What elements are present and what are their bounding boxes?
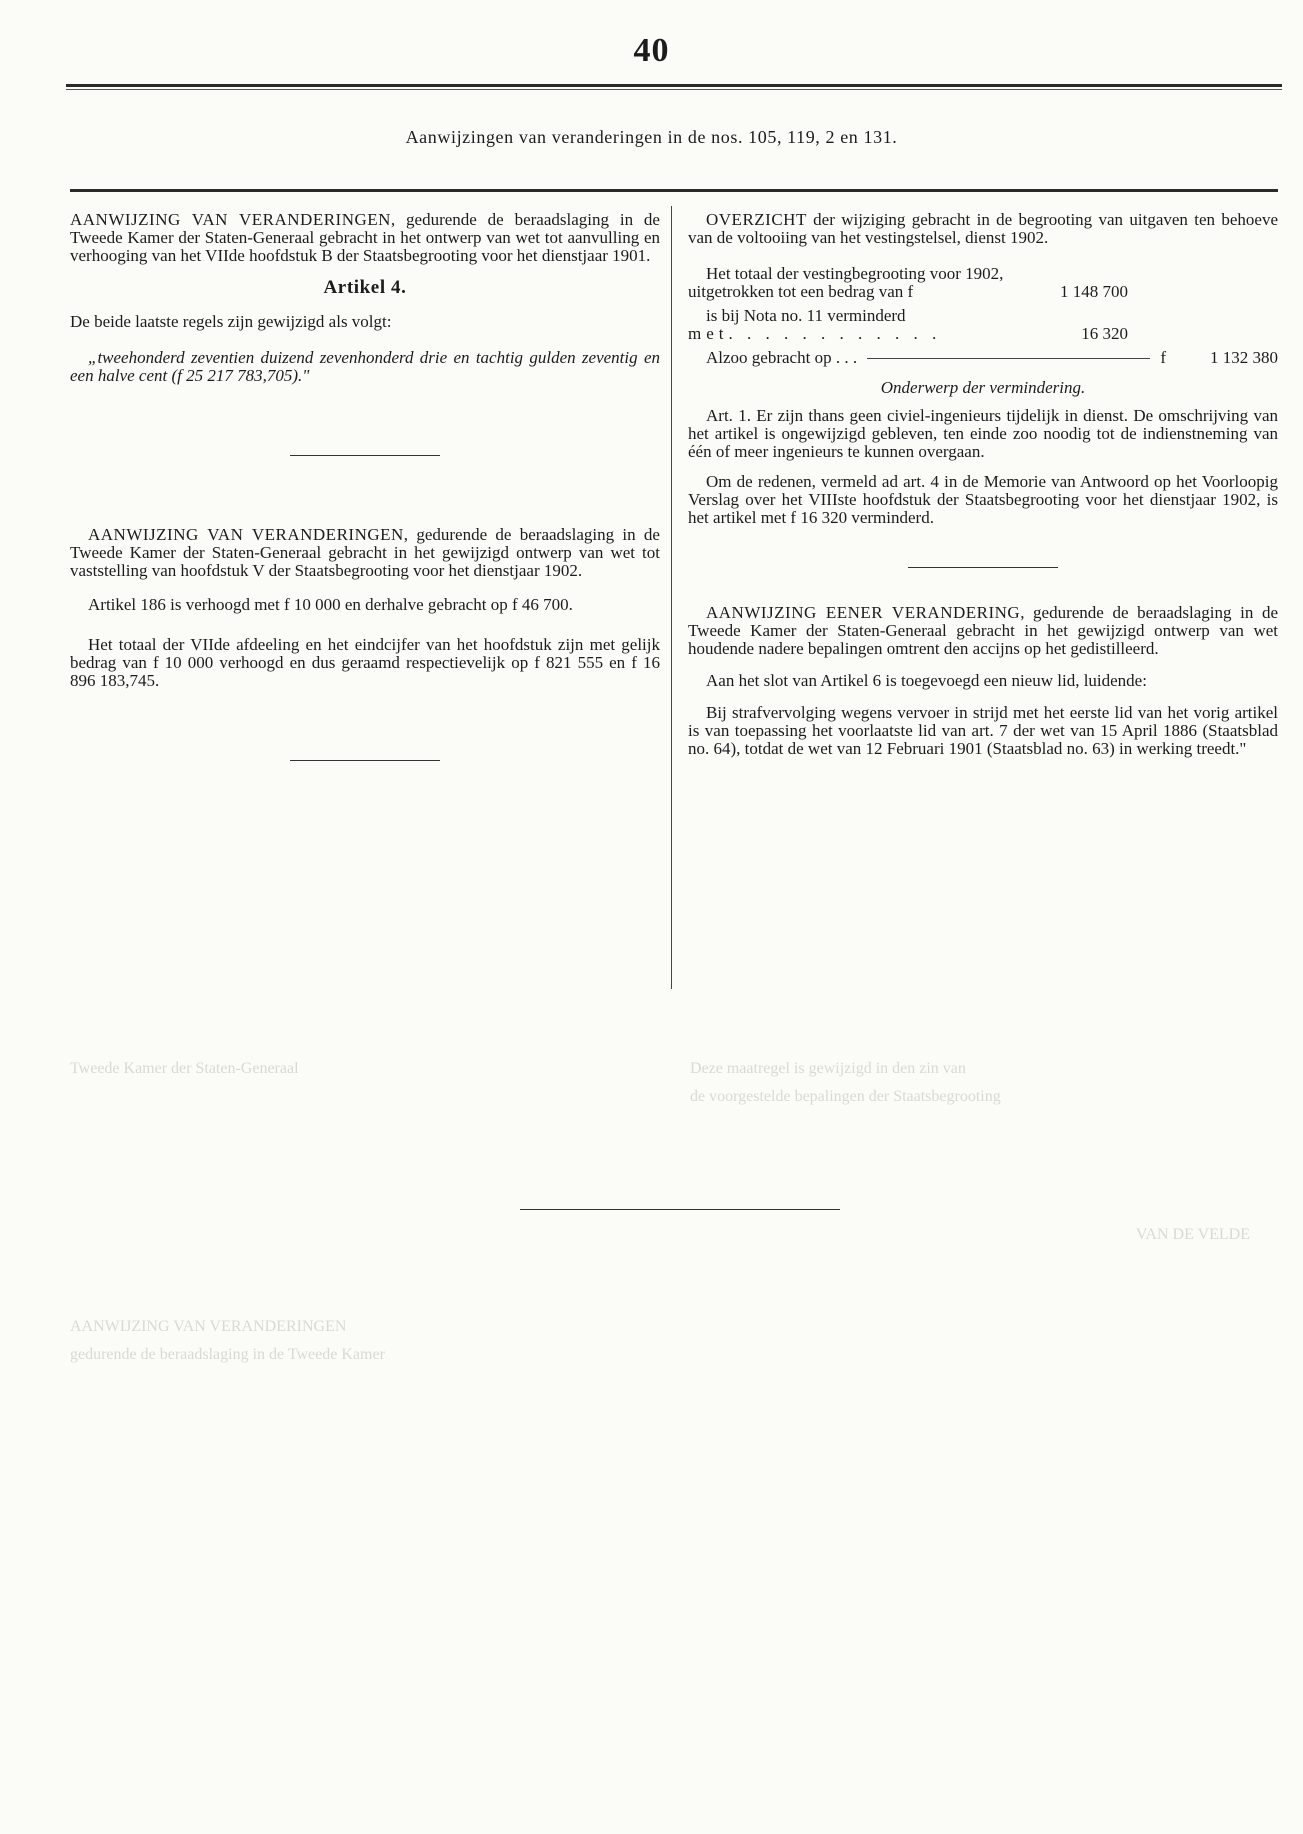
show-through-line: Deze maatregel is gewijzigd in den zin van — [690, 1060, 966, 1077]
running-head: Aanwijzingen van veranderingen in de nos. 105, 119, 2 en 131. — [405, 127, 898, 147]
page-end-rule — [520, 1209, 840, 1210]
section-intro — [688, 211, 1278, 247]
section-intro-text: , gedurende de beraadslaging in de Tweede Kamer der Staten-Generaal gebracht in het gewijzigd ontwerp van wet tot vaststelling van hoofdstuk V der Staatsbegrooting voor het dienstjaar 1902. — [70, 525, 660, 580]
show-through-line: AANWIJZING VAN VERANDERINGEN — [70, 1318, 347, 1335]
total-amount: 1 148 700 — [1060, 282, 1128, 301]
section-intro-text: der wijziging gebracht in de begrooting van uitgaven ten behoeve van de voltooiing van het vestingstelsel, dienst 1902. — [688, 210, 1278, 247]
amendment-paragraph: Het totaal der VIIde afdeeling en het eindcijfer van het hoofdstuk zijn met gelijk bedrag van f 10 000 verhoogd en dus geraamd respectievelijk op f 821 555 en f 16 896 183,745. — [70, 635, 660, 690]
total-line: Het totaal der vestingbegrooting voor 1902, — [706, 264, 1004, 283]
show-through-line: Tweede Kamer der Staten-Generaal — [70, 1060, 299, 1077]
section-intro — [70, 526, 660, 580]
section-heading: AANWIJZING VAN VERANDERINGEN — [70, 210, 391, 229]
total-line-label: uitgetrokken tot een bedrag van f — [688, 282, 914, 301]
nota-line-label: met. . . . . . . . . . . . — [688, 324, 942, 343]
amendment-paragraph: Aan het slot van Artikel 6 is toegevoegd een nieuw lid, luidende: — [706, 671, 1147, 690]
total-amount-line — [688, 283, 1128, 301]
running-head-rule — [70, 189, 1278, 192]
show-through-line: VAN DE VELDE — [1135, 1226, 1250, 1243]
amendment-paragraph: Bij strafvervolging wegens vervoer in strijd met het eerste lid van het vorig artikel is van toepassing het voorlaatste lid van art. 7 der wet van 15 April 1886 (Staatsblad no. 64), totdat de wet van 12 Februari 1901 (Staatsblad no. 63) in werking treedt." — [688, 703, 1278, 758]
left-column — [70, 211, 660, 761]
section-intro — [70, 211, 660, 265]
article-paragraph: Art. 1. Er zijn thans geen civiel-ingenieurs tijdelijk in dienst. De omschrijving van het artikel is ongewijzigd gebleven, ten einde zoo noodig tot de indienstneming van één of meer ingenieurs te kunnen overgaan. — [688, 406, 1278, 461]
right-column — [688, 211, 1278, 758]
change-line: De beide laatste regels zijn gewijzigd als volgt: — [70, 312, 392, 331]
column-divider — [671, 206, 672, 989]
quoted-amendment: „tweehonderd zeventien duizend zevenhonderd drie en tachtig gulden zeventig en een halve cent (f 25 217 783,705)." — [70, 348, 660, 385]
nota-amount-line — [688, 325, 1128, 343]
show-through-line: gedurende de beraadslaging in de Tweede Kamer — [70, 1346, 385, 1363]
section-intro — [688, 604, 1278, 658]
section-heading: AANWIJZING VAN VERANDERINGEN — [88, 525, 404, 544]
section-intro-text: , gedurende de beraadslaging in de Tweede Kamer der Staten-Generaal gebracht in het ontwerp van wet tot aanvulling en verhooging van het VIIde hoofdstuk B der Staatsbegrooting voor het dienstjaar 1901. — [70, 210, 660, 265]
nota-amount: 16 320 — [1081, 324, 1128, 343]
result-label: Alzoo gebracht op . . . — [706, 348, 858, 367]
header-rule-thin — [66, 89, 1282, 90]
section-heading: AANWIJZING EENER VERANDERING — [706, 603, 1021, 622]
reason-paragraph: Om de redenen, vermeld ad art. 4 in de Memorie van Antwoord op het Voorloopig Verslag over het VIIIste hoofdstuk der Staatsbegrooting voor het dienstjaar 1902, is het artikel met f 16 320 verminderd. — [688, 472, 1278, 527]
show-through-line: de voorgestelde bepalingen der Staatsbegrooting — [690, 1088, 1001, 1105]
page-number: 40 — [633, 32, 670, 69]
result-rule — [867, 349, 1150, 359]
subheading: Onderwerp der vermindering. — [880, 378, 1086, 397]
result-amount: 1 132 380 — [1210, 348, 1278, 367]
result-currency: f — [1160, 348, 1166, 367]
section-heading: OVERZICHT — [706, 210, 807, 229]
show-through-text — [70, 1060, 630, 1364]
article-heading: Artikel 4. — [323, 277, 407, 298]
section-separator — [290, 760, 440, 761]
show-through-text — [690, 1060, 1250, 1244]
amendment-paragraph: Artikel 186 is verhoogd met f 10 000 en derhalve gebracht op f 46 700. — [88, 595, 573, 614]
section-intro-text: , gedurende de beraadslaging in de Tweede Kamer der Staten-Generaal gebracht in het gewijzigd ontwerp van wet houdende nadere bepalingen omtrent den accijns op het gedistilleerd. — [688, 603, 1278, 658]
nota-line: is bij Nota no. 11 verminderd — [706, 306, 906, 325]
header-rule — [66, 84, 1282, 87]
result-line — [688, 349, 1278, 367]
